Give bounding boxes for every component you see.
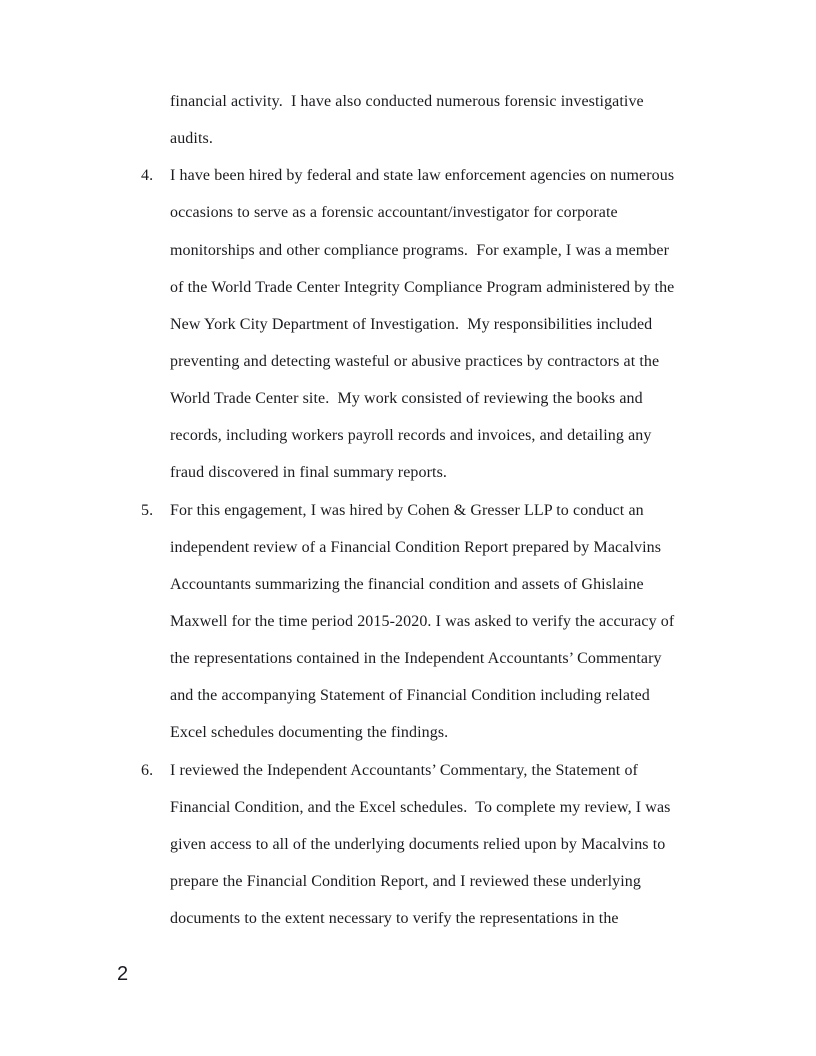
text-line: Financial Condition, and the Excel schedules. To complete my review, I was [170,798,671,816]
paragraph-number: 4. [141,167,154,185]
text-line: given access to all of the underlying documents relied upon by Macalvins to [170,835,666,853]
text-line: of the World Trade Center Integrity Compliance Program administered by the [170,278,675,296]
document-body [141,83,710,937]
paragraph-number: 6. [141,761,154,779]
text-line: occasions to serve as a forensic accountant/investigator for corporate [170,204,618,222]
text-line: Excel schedules documenting the findings. [170,724,449,742]
text-line: fraud discovered in final summary reports. [170,464,448,482]
text-line: World Trade Center site. My work consisted of reviewing the books and [170,390,643,408]
text-line: financial activity. I have also conducted numerous forensic investigative [170,93,644,110]
text-line: audits. [170,130,213,148]
text-line: Accountants summarizing the financial condition and assets of Ghislaine [170,575,644,593]
numbered-paragraph [141,492,710,752]
text-line: preventing and detecting wasteful or abusive practices by contractors at the [170,352,660,370]
numbered-paragraph [141,752,710,938]
text-line: prepare the Financial Condition Report, and I reviewed these underlying [170,872,641,890]
page-number: 2 [117,963,129,985]
text-line: records, including workers payroll records and invoices, and detailing any [170,427,652,445]
text-line: New York City Department of Investigation. My responsibilities included [170,315,653,333]
text-line: independent review of a Financial Condition Report prepared by Macalvins [170,538,662,556]
text-line: 4. I have been hired by federal and state law enforcement agencies on numerous [170,157,710,194]
text-line: the representations contained in the Independent Accountants’ Commentary [170,650,662,668]
text-line: documents to the extent necessary to verify the representations in the [170,910,619,928]
numbered-paragraph [141,157,710,491]
text-line: Maxwell for the time period 2015-2020. I was asked to verify the accuracy of [170,612,675,630]
text-line: 5. For this engagement, I was hired by Cohen & Gresser LLP to conduct an [170,492,710,529]
text-line: 6. I reviewed the Independent Accountants’ Commentary, the Statement of [170,752,710,789]
text-line: monitorships and other compliance programs. For example, I was a member [170,241,670,259]
text-line: and the accompanying Statement of Financial Condition including related [170,687,650,705]
continuation-paragraph [170,83,710,157]
paragraph-number: 5. [141,501,154,519]
